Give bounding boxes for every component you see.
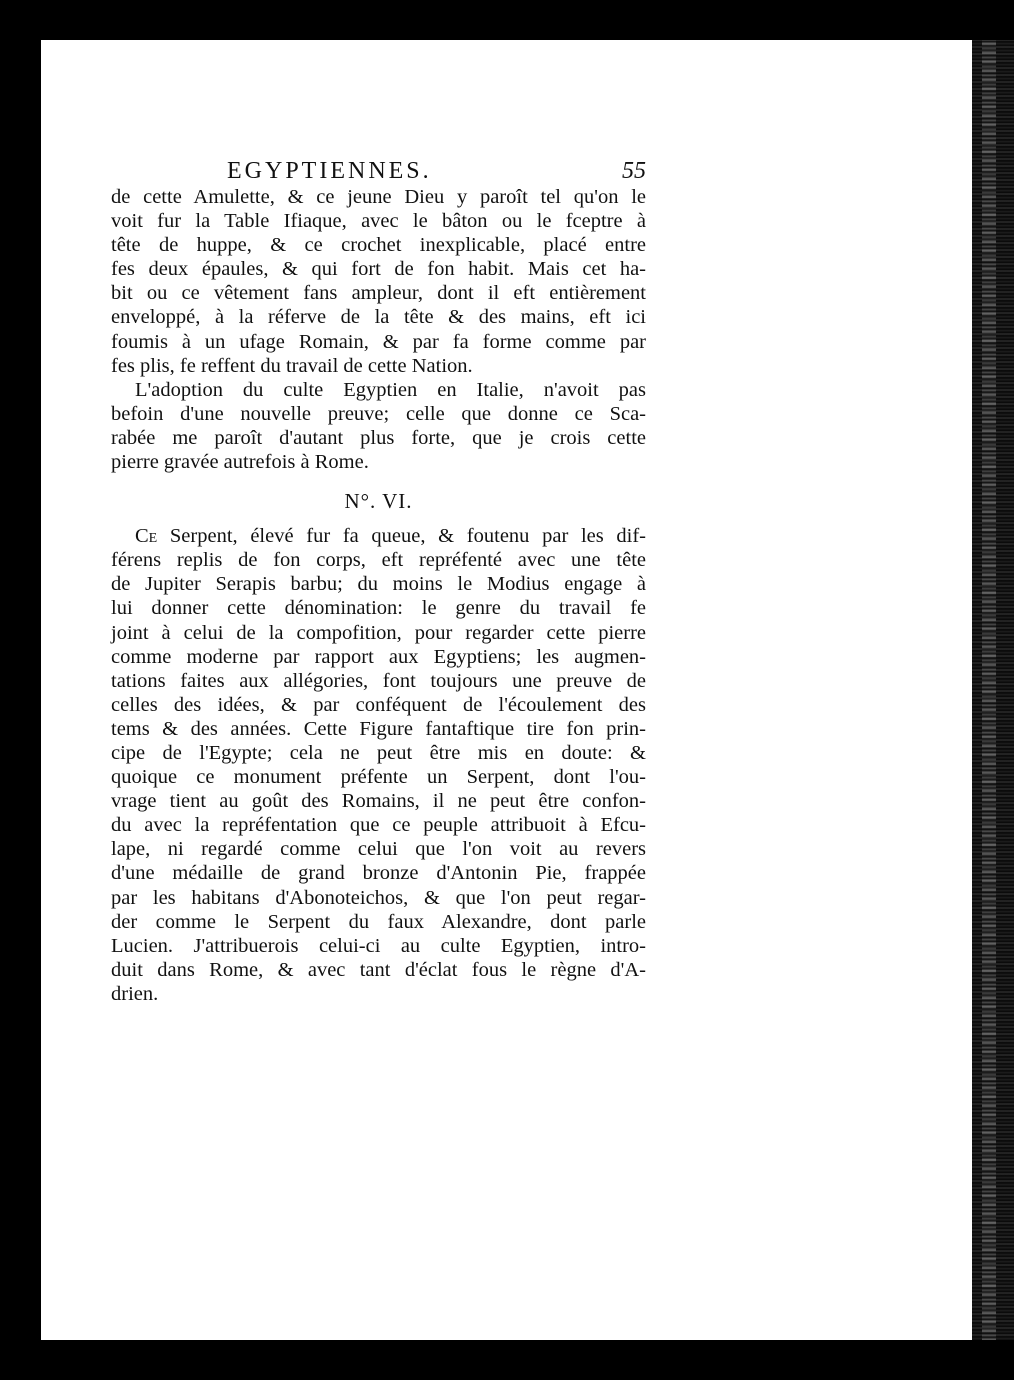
page-text-block xyxy=(111,145,646,1006)
paragraph-2 xyxy=(111,378,646,474)
text-line: drien. xyxy=(111,982,159,1005)
text-line: pierre gravée autrefois à Rome. xyxy=(111,451,369,474)
text-line: rabée me paroît d'autant plus forte, que je crois cette xyxy=(111,426,646,449)
running-head xyxy=(111,145,646,185)
text-line: celles des idées, & par conféquent de l'écoulement des xyxy=(111,693,646,716)
text-line: vrage tient au goût des Romains, il ne peut être confon- xyxy=(111,790,646,813)
section-heading: N°. VI. xyxy=(344,489,413,514)
paragraph-1 xyxy=(111,185,646,378)
page-number: 55 xyxy=(622,158,646,184)
text-line: lui donner cette dénomination: le genre du travail fe xyxy=(111,597,646,620)
text-line: tête de huppe, & ce crochet inexplicable, placé entre xyxy=(111,234,646,257)
text-line: bit ou ce vêtement fans ampleur, dont il eft entièrement xyxy=(111,282,646,305)
text-line: enveloppé, à la réferve de la tête & des mains, eft ici xyxy=(111,306,646,329)
section-paragraph xyxy=(111,524,646,1006)
text-line: de cette Amulette, & ce jeune Dieu y paroît tel qu'on le xyxy=(111,186,646,208)
first-word-caps: Ce xyxy=(135,525,158,548)
text-line-first xyxy=(111,524,646,548)
text-line: der comme le Serpent du faux Alexandre, dont parle xyxy=(111,910,646,933)
text-line: du avec la repréfentation que ce peuple attribuoit à Efcu- xyxy=(111,814,646,837)
text-line: Lucien. J'attribuerois celui-ci au culte Egyptien, intro- xyxy=(111,934,646,957)
text-line: tations faites aux allégories, font toujours une preuve de xyxy=(111,669,646,692)
text-line: L'adoption du culte Egyptien en Italie, n'avoit pas xyxy=(135,378,646,401)
text-line: férens replis de fon corps, eft repréfenté avec une tête xyxy=(111,549,646,572)
text-line: tems & des années. Cette Figure fantaftique tire fon prin- xyxy=(111,717,646,740)
first-line-rest: Serpent, élevé fur fa queue, & foutenu par les dif- xyxy=(157,525,646,548)
text-line: befoin d'une nouvelle preuve; celle que donne ce Sca- xyxy=(111,402,646,425)
text-line: foumis à un ufage Romain, & par fa forme comme par xyxy=(111,330,646,353)
text-line: lape, ni regardé comme celui que l'on voit au revers xyxy=(111,838,646,861)
page-edge-texture xyxy=(982,40,996,1340)
text-line: comme moderne par rapport aux Egyptiens; les augmen- xyxy=(111,645,646,668)
running-head-title: EGYPTIENNES. xyxy=(227,158,432,184)
text-line: quoique ce monument préfente un Serpent, dont l'ou- xyxy=(111,766,646,789)
text-line: joint à celui de la compofition, pour regarder cette pierre xyxy=(111,621,646,644)
text-line: duit dans Rome, & avec tant d'éclat fous le règne d'A- xyxy=(111,958,646,981)
text-line: voit fur la Table Ifiaque, avec le bâton ou le fceptre à xyxy=(111,210,646,233)
text-line: cipe de l'Egypte; cela ne peut être mis en doute: & xyxy=(111,741,646,764)
text-line: fes plis, fe reffent du travail de cette Nation. xyxy=(111,354,473,377)
text-line: de Jupiter Serapis barbu; du moins le Modius engage à xyxy=(111,573,646,596)
text-line: par les habitans d'Abonoteichos, & que l'on peut regar- xyxy=(111,886,646,909)
text-line: fes deux épaules, & qui fort de fon habit. Mais cet ha- xyxy=(111,258,646,281)
text-line: d'une médaille de grand bronze d'Antonin Pie, frappée xyxy=(111,862,646,885)
